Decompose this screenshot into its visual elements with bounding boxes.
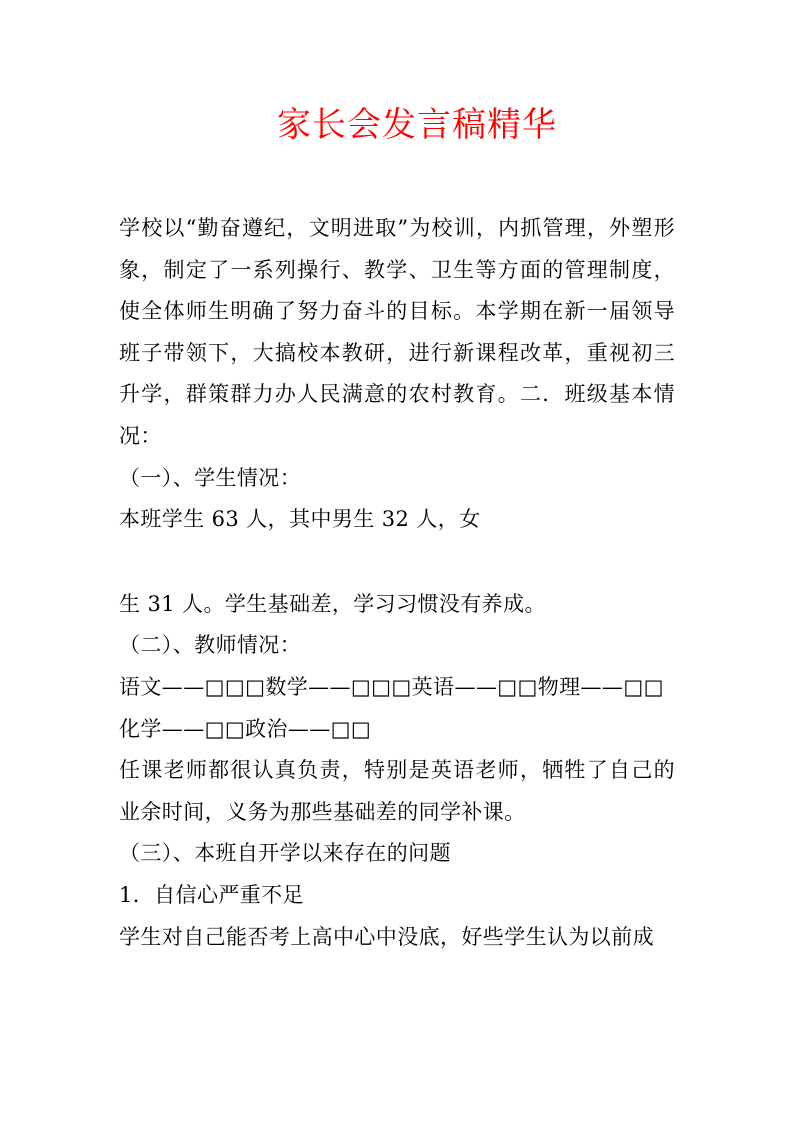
paragraph-student-basics: 生 31 人。学生基础差，学习习惯没有养成。 [119,591,546,616]
paragraph-school-intro: 学校以“勤奋遵纪，文明进取”为校训，内抓管理，外塑形象，制定了一系列操行、教学、卫生等方面的管理制度，使全体师生明确了努力奋斗的目标。本学期在新一届领导班子带领下，大搞校本教研，进行新课程改革，重视初三升学，群策群力办人民满意的农村教育。二．班级基本情况： [119,216,675,448]
paragraph-teacher-list-1: 语文——□□□数学——□□□英语——□□物理——□□ [119,674,664,699]
document-body [119,208,675,958]
paragraph-teacher-attitude: 任课老师都很认真负责，特别是英语老师，牺牲了自己的业余时间，义务为那些基础差的同学补课。 [119,758,675,824]
heading-student-situation: （一）、学生情况： [119,465,302,490]
paragraph-confidence: 学生对自己能否考上高中心中没底，好些学生认为以前成 [119,924,654,949]
heading-teacher-situation: （二）、教师情况： [119,633,302,658]
paragraph-student-count: 本班学生 63 人，其中男生 32 人，女 [119,507,481,532]
heading-existing-problems: （三）、本班自开学以来存在的问题 [119,841,451,866]
document-title: 家长会发言稿精华 [277,105,557,145]
heading-confidence: 1．自信心严重不足 [119,882,304,907]
blank-gap [119,541,675,584]
paragraph-teacher-list-2: 化学——□□政治——□□ [119,716,372,741]
